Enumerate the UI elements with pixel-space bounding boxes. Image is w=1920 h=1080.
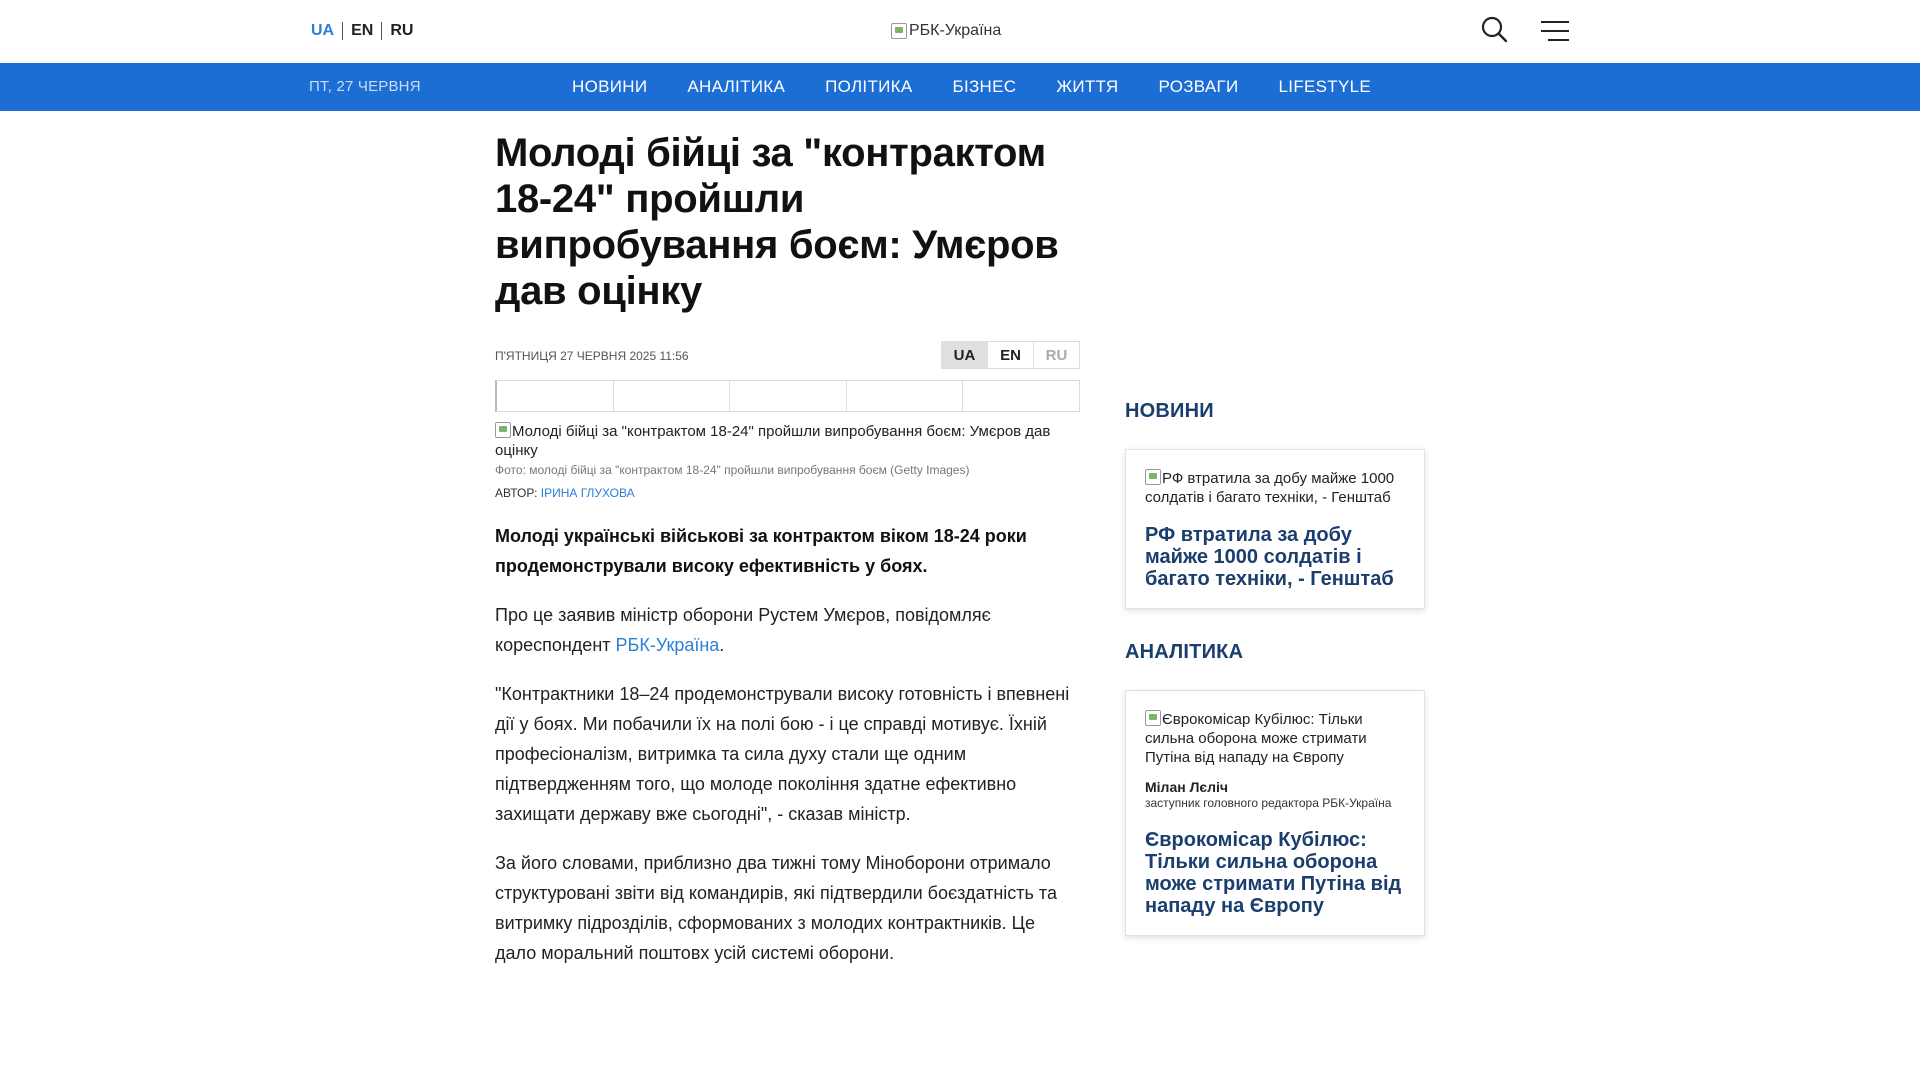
share-buttons: [495, 380, 1080, 412]
article-lang-en[interactable]: EN: [987, 341, 1034, 369]
paragraph-text: Про це заявив міністр оборони Рустем Умєров, повідомляє кореспондент: [495, 605, 991, 655]
hamburger-menu-icon: [1538, 14, 1572, 48]
analytics-card[interactable]: [1125, 690, 1425, 936]
menu-button[interactable]: [1538, 14, 1572, 48]
paragraph-text: .: [719, 635, 725, 655]
analytics-card-title[interactable]: Єврокомісар Кубілюс: Тільки сильна оборона може стримати Путіна від нападу на Європу: [1145, 829, 1402, 917]
lang-ua-link[interactable]: UA: [311, 22, 335, 39]
lang-en-link[interactable]: EN: [351, 22, 374, 39]
logo-alt-text: РБК-Україна: [909, 22, 1002, 39]
analytics-card-image[interactable]: [1145, 710, 1405, 767]
search-icon: [1478, 14, 1512, 48]
article-photo: [495, 422, 1080, 460]
publish-date: П'ЯТНИЦЯ 27 ЧЕРВНЯ 2025 11:56: [495, 349, 689, 363]
article-lang-ua[interactable]: UA: [941, 341, 988, 369]
broken-image-icon: [891, 23, 907, 39]
source-link[interactable]: РБК-Україна: [615, 635, 720, 655]
nav-item-entertainment[interactable]: РОЗВАГИ: [1158, 77, 1239, 96]
author-name: Мілан Лєліч: [1145, 779, 1229, 795]
nav-item-business[interactable]: БІЗНЕС: [952, 77, 1017, 96]
news-card-image[interactable]: [1145, 469, 1405, 507]
nav-date: ПТ, 27 ЧЕРВНЯ: [309, 78, 421, 95]
article-meta: [495, 341, 1080, 371]
share-button[interactable]: [497, 381, 614, 411]
news-card[interactable]: [1125, 449, 1425, 609]
author-label: АВТОР:: [495, 486, 538, 500]
article-paragraph: [495, 600, 1080, 660]
broken-image-icon: [1145, 710, 1161, 726]
image-alt-text: Єврокомісар Кубілюс: Тільки сильна оборона може стримати Путіна від нападу на Європу: [1145, 711, 1367, 766]
photo-alt-text: Молоді бійці за "контрактом 18-24" пройшли випробування боєм: Умєров дав оцінку: [495, 423, 1051, 459]
top-bar: [0, 0, 1920, 63]
article-lead: Молоді українські військові за контрактом віком 18-24 роки продемонстрували високу ефективність у боях.: [495, 526, 1027, 576]
lang-ru-link[interactable]: RU: [390, 22, 414, 39]
nav-item-analytics[interactable]: АНАЛІТИКА: [687, 77, 786, 96]
nav-item-lifestyle[interactable]: LIFESTYLE: [1278, 77, 1372, 96]
article-paragraph: За його словами, приблизно два тижні тому Міноборони отримало структуровані звіти від командирів, які підтвердили боєздатність та витримку підрозділів, сформованих з молодих контрактників. Це дало моральний поштовх усій системі оборони.: [495, 853, 1057, 963]
share-button[interactable]: [730, 381, 847, 411]
article-language-switcher: [942, 341, 1080, 369]
image-alt-text: РФ втратила за добу майже 1000 солдатів і багато техніки, - Генштаб: [1145, 470, 1395, 506]
nav-item-life[interactable]: ЖИТТЯ: [1056, 77, 1119, 96]
article-headline: Молоді бійці за "контрактом 18-24" пройшли випробування боєм: Умєров дав оцінку: [495, 131, 1059, 313]
nav-menu: [552, 63, 1391, 111]
broken-image-icon: [1145, 469, 1161, 485]
language-switcher: [311, 21, 421, 41]
broken-image-icon: [495, 422, 511, 438]
author-link[interactable]: ІРИНА ГЛУХОВА: [540, 486, 635, 500]
share-button[interactable]: [614, 381, 731, 411]
nav-item-politics[interactable]: ПОЛІТИКА: [825, 77, 913, 96]
article: [495, 130, 1080, 968]
photo-caption: Фото: молоді бійці за "контрактом 18-24" пройшли випробування боєм (Getty Images): [495, 463, 970, 477]
nav-item-news[interactable]: НОВИНИ: [572, 77, 648, 96]
article-lang-ru[interactable]: RU: [1033, 341, 1080, 369]
share-button[interactable]: [847, 381, 964, 411]
search-button[interactable]: [1478, 14, 1512, 48]
sidebar-news-title[interactable]: НОВИНИ: [1125, 400, 1214, 422]
share-button[interactable]: [963, 381, 1079, 411]
news-card-title[interactable]: РФ втратила за добу майже 1000 солдатів і багато техніки, - Генштаб: [1145, 524, 1394, 590]
article-paragraph: "Контрактники 18–24 продемонстрували високу готовність і впевнені дії у боях. Ми побачили їх на полі бою - і це справді мотивує. Їхній професіоналізм, витримка та сила духу стали ще одним підтвердженням того, що молоде покоління здатне ефективно захищати державу вже сьогодні", - сказав міністр.: [495, 684, 1070, 824]
sidebar-analytics-title[interactable]: АНАЛІТИКА: [1125, 641, 1244, 663]
site-logo[interactable]: [891, 22, 1001, 40]
author-line: [495, 486, 1080, 500]
main-nav: [0, 63, 1920, 111]
sidebar: [1125, 400, 1425, 936]
author-role: заступник головного редактора РБК-Україна: [1145, 796, 1392, 810]
